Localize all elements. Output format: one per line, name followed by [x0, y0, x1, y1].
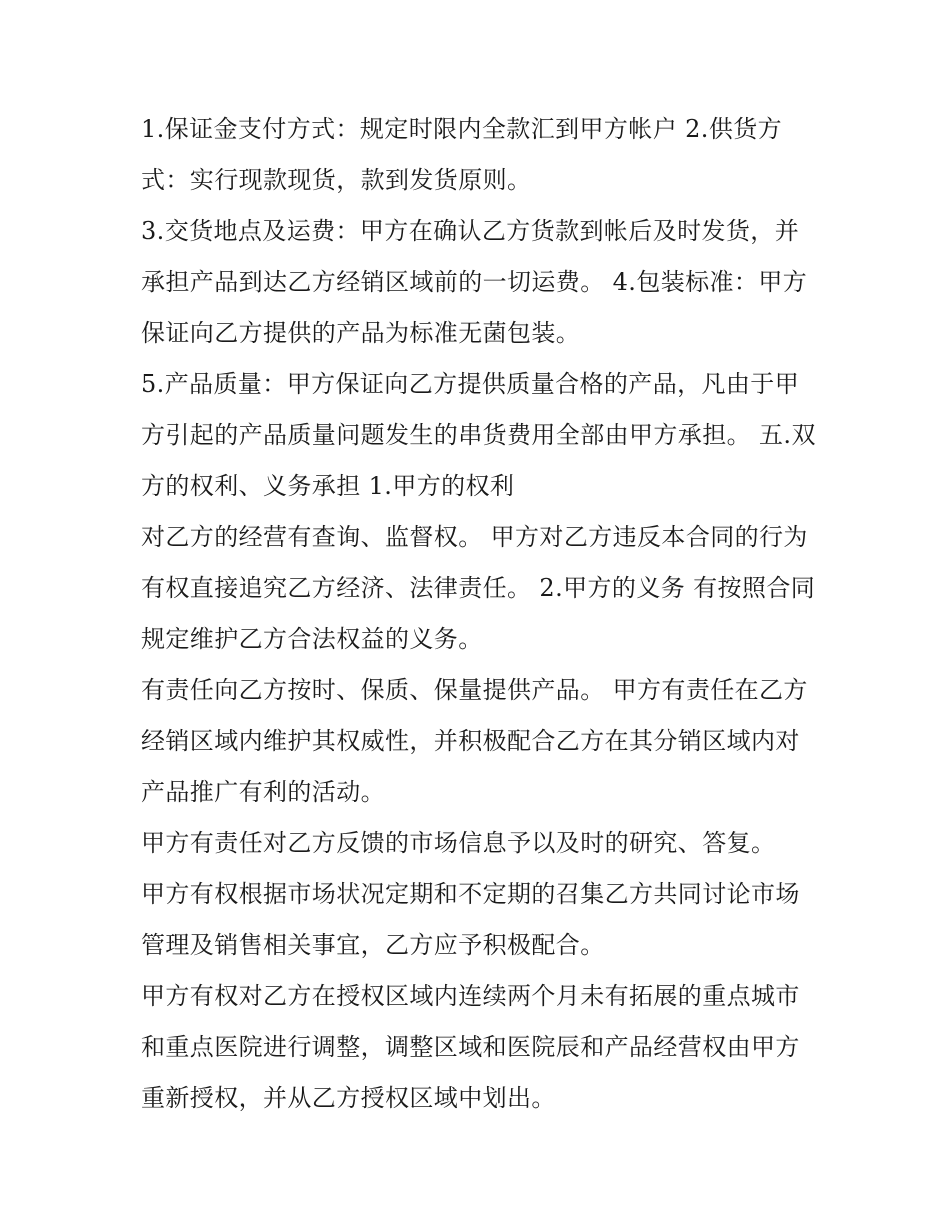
document-body [141, 104, 821, 1124]
paragraph-party-a-rights-obligations: 对乙方的经营有查询、监督权。 甲方对乙方违反本合同的行为有权直接追究乙方经济、法律责任。 2.甲方的义务 有按照合同规定维护乙方合法权益的义务。 [141, 523, 816, 653]
paragraph-supply-responsibility: 有责任向乙方按时、保质、保量提供产品。 甲方有责任在乙方经销区域内维护其权威性，并积极配合乙方在其分销区域内对产品推广有利的活动。 [141, 676, 808, 806]
paragraph-quality-rights: 5.产品质量：甲方保证向乙方提供质量合格的产品，凡由于甲方引起的产品质量问题发生的串货费用全部由甲方承担。 五.双方的权利、义务承担 1.甲方的权利 [141, 370, 816, 500]
paragraph-payment-supply: 1.保证金支付方式：规定时限内全款汇到甲方帐户 2.供货方式：实行现款现货，款到发货原则。 [141, 115, 783, 194]
paragraph-delivery-packaging: 3.交货地点及运费：甲方在确认乙方货款到帐后及时发货，并承担产品到达乙方经销区域前的一切运费。 4.包装标准：甲方保证向乙方提供的产品为标准无菌包装。 [141, 217, 808, 347]
paragraph-market-feedback: 甲方有责任对乙方反馈的市场信息予以及时的研究、答复。 [141, 829, 776, 857]
paragraph-territory-adjustment: 甲方有权对乙方在授权区域内连续两个月未有拓展的重点城市和重点医院进行调整，调整区域和医院辰和产品经营权由甲方重新授权，并从乙方授权区域中划出。 [141, 982, 800, 1112]
paragraph-market-meetings: 甲方有权根据市场状况定期和不定期的召集乙方共同讨论市场管理及销售相关事宜，乙方应予积极配合。 [141, 880, 800, 959]
